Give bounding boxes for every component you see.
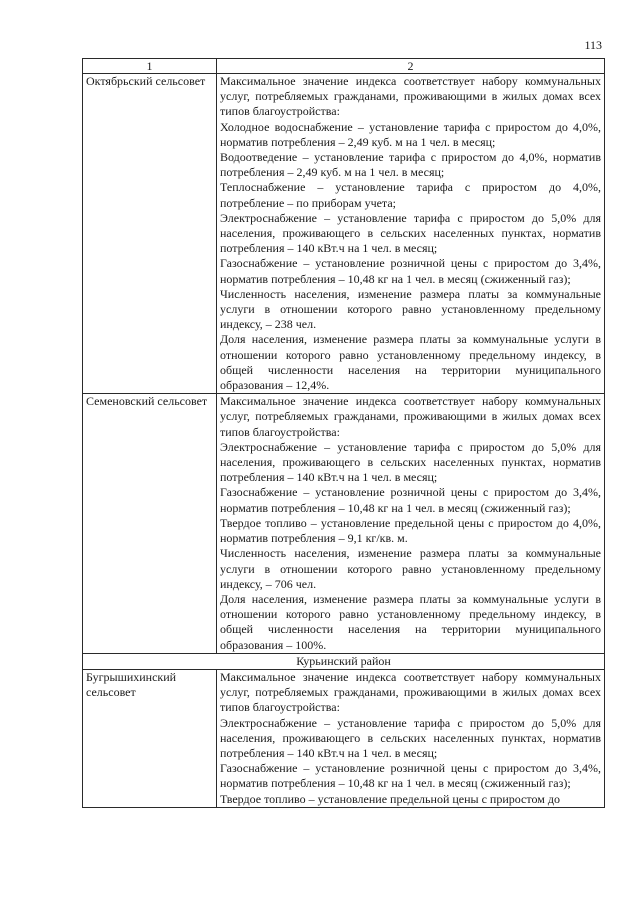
indicator-description: [217, 74, 605, 394]
paragraph: Твердое топливо – установление предельной цены с приростом до 4,0%, норматив потребления – 9,1 кг/кв. м.: [220, 515, 601, 546]
page-number: 113: [584, 38, 602, 52]
paragraph: Максимальное значение индекса соответствует набору коммунальных услуг, потребляемых гражданами, проживающими в жилых домах всех типов благоустройства:: [220, 394, 601, 439]
table-row: [83, 669, 605, 807]
paragraph: Газоснабжение – установление розничной цены с приростом до 3,4%, норматив потребления – 10,48 кг на 1 чел. в месяц (сжиженный газ);: [220, 256, 601, 286]
paragraph: Максимальное значение индекса соответствует набору коммунальных услуг, потребляемых гражданами, проживающими в жилых домах всех типов благоустройства:: [220, 74, 601, 119]
table-header-row: [83, 59, 605, 74]
paragraph: Доля населения, изменение размера платы за коммунальные услуги в отношении которого равно установленному предельному индексу, в общей численности населения на территории муниципального образования – 100%.: [220, 591, 601, 652]
district-heading: Курьинский район: [83, 653, 605, 669]
paragraph: Твердое топливо – установление предельной цены с приростом до: [220, 791, 560, 806]
paragraph: Водоотведение – установление тарифа с приростом до 4,0%, норматив потребления – 2,49 куб. м на 1 чел. в месяц;: [220, 150, 601, 180]
paragraph: Численность населения, изменение размера платы за коммунальные услуги в отношении которого равно установленному предельному индексу, – 238 чел.: [220, 286, 601, 332]
paragraph: Газоснабжение – установление розничной цены с приростом до 3,4%, норматив потребления – 10,48 кг на 1 чел. в месяц (сжиженный газ);: [220, 485, 601, 515]
tariff-table: [82, 58, 605, 808]
paragraph: Электроснабжение – установление тарифа с приростом до 5,0% для населения, проживающего в сельских населенных пунктах, норматив потребления – 140 кВт.ч на 1 чел. в месяц;: [220, 715, 601, 760]
paragraph: Электроснабжение – установление тарифа с приростом до 5,0% для населения, проживающего в сельских населенных пунктах, норматив потребления – 140 кВт.ч на 1 чел. в месяц;: [220, 439, 601, 485]
paragraph: Газоснабжение – установление розничной цены с приростом до 3,4%, норматив потребления – 10,48 кг на 1 чел. в месяц (сжиженный газ);: [220, 761, 601, 791]
indicator-description: [217, 394, 605, 653]
municipality-name: Семеновский сельсовет: [83, 394, 217, 653]
paragraph: Электроснабжение – установление тарифа с приростом до 5,0% для населения, проживающего в сельских населенных пунктах, норматив потребления – 140 кВт.ч на 1 чел. в месяц;: [220, 210, 601, 256]
column-header-1: 1: [83, 59, 217, 74]
table-row: [83, 394, 605, 653]
paragraph: Максимальное значение индекса соответствует набору коммунальных услуг, потребляемых гражданами, проживающими в жилых домах всех типов благоустройства:: [220, 669, 601, 715]
municipality-name: Бугрышихинский сельсовет: [83, 669, 217, 807]
section-row: [83, 653, 605, 669]
table-row: [83, 74, 605, 394]
paragraph: Теплоснабжение – установление тарифа с приростом до 4,0%, потребление – по приборам учета;: [220, 180, 601, 210]
column-header-2: 2: [217, 59, 605, 74]
municipality-name: Октябрьский сельсовет: [83, 74, 217, 394]
paragraph: Численность населения, изменение размера платы за коммунальные услуги в отношении которого равно установленному предельному индексу, – 706 чел.: [220, 546, 601, 591]
indicator-description: [217, 669, 605, 807]
paragraph: Холодное водоснабжение – установление тарифа с приростом до 4,0%, норматив потребления – 2,49 куб. м на 1 чел. в месяц;: [220, 119, 601, 149]
paragraph: Доля населения, изменение размера платы за коммунальные услуги в отношении которого равно установленному предельному индексу, в общей численности населения на территории муниципального образования – 12,4%.: [220, 332, 601, 393]
